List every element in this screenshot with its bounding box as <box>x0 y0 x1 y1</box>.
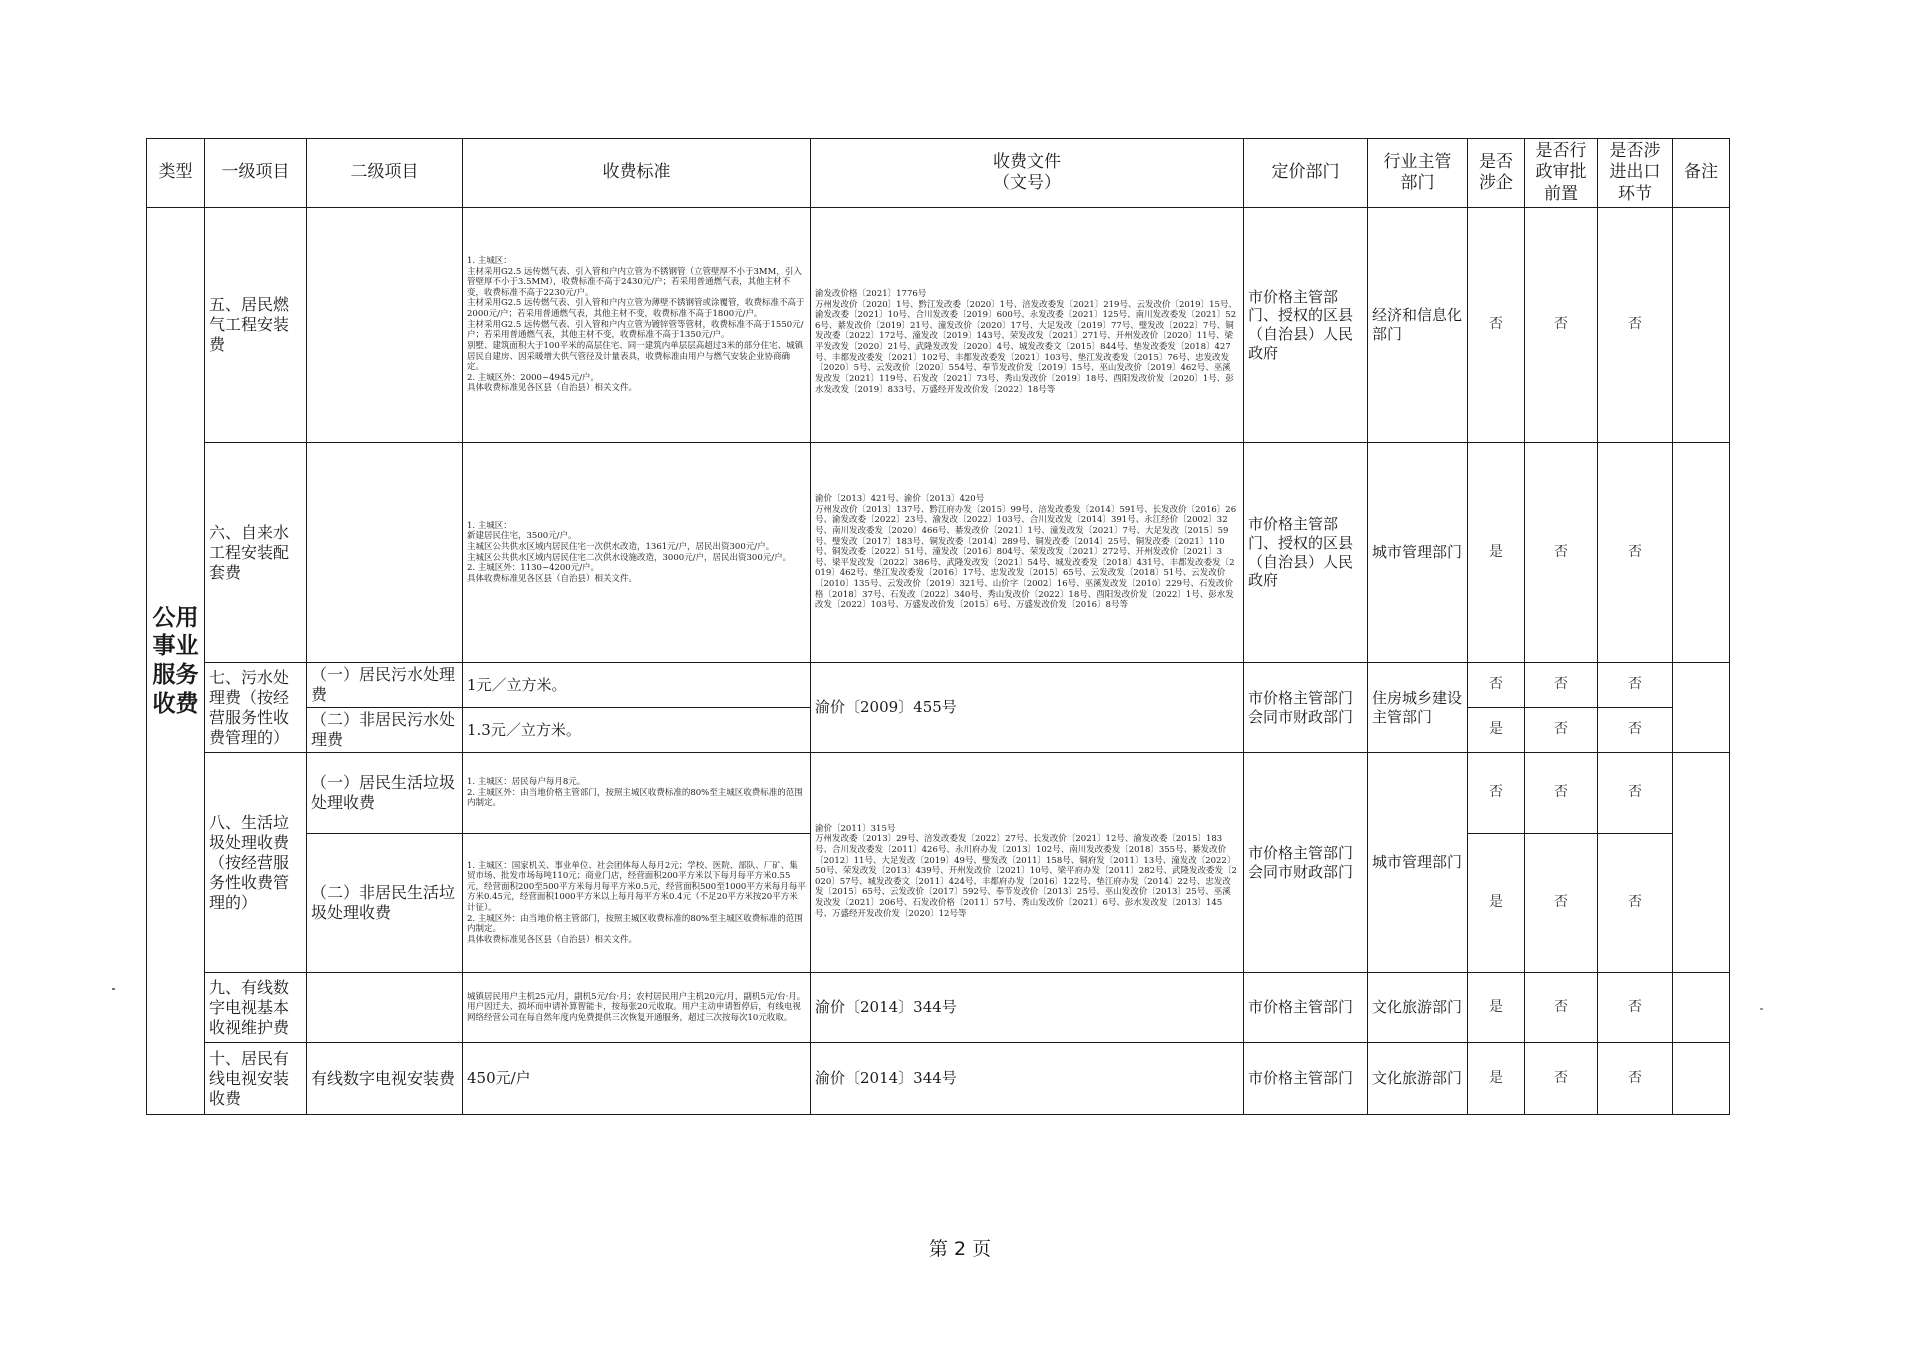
cable-fee-industry-dept: 文化旅游部门 <box>1368 973 1468 1043</box>
scan-speck <box>112 988 115 990</box>
garbage-sub2-admin-approval: 否 <box>1525 834 1598 973</box>
gas-admin-approval: 否 <box>1525 208 1598 443</box>
cable-install-pricing-dept: 市价格主管部门 <box>1244 1043 1368 1115</box>
garbage-sub2-import-export: 否 <box>1598 834 1673 973</box>
cable-install-admin-approval: 否 <box>1525 1043 1598 1115</box>
cable-install-industry-dept: 文化旅游部门 <box>1368 1043 1468 1115</box>
header-level2: 二级项目 <box>307 139 463 208</box>
header-enterprise: 是否 涉企 <box>1468 139 1525 208</box>
cable-install-level2: 有线数字电视安装费 <box>307 1043 463 1115</box>
cable-fee-level2 <box>307 973 463 1043</box>
sewage-sub1-import-export: 否 <box>1598 663 1673 708</box>
header-industry-dept: 行业主管 部门 <box>1368 139 1468 208</box>
water-industry-dept: 城市管理部门 <box>1368 443 1468 663</box>
cable-install-standard: 450元/户 <box>463 1043 811 1115</box>
garbage-sub1-admin-approval: 否 <box>1525 753 1598 834</box>
water-enterprise: 是 <box>1468 443 1525 663</box>
category-cell: 公用 事业 服务 收费 <box>147 208 205 1115</box>
garbage-sub1-level2: （一）居民生活垃圾处理收费 <box>307 753 463 834</box>
garbage-sub2-level2: （二）非居民生活垃圾处理收费 <box>307 834 463 973</box>
sewage-level1: 七、污水处理费（按经营服务性收费管理的） <box>205 663 307 753</box>
table-row-water <box>147 443 1730 663</box>
water-import-export: 否 <box>1598 443 1673 663</box>
table-row-cable-install <box>147 1043 1730 1115</box>
cable-install-enterprise: 是 <box>1468 1043 1525 1115</box>
gas-import-export: 否 <box>1598 208 1673 443</box>
garbage-doc: 渝价〔2011〕315号 万州发改委〔2013〕29号、涪发改委发〔2022〕27号、长发改价〔2021〕12号、渝发改委〔2015〕183号、合川发改委发〔2011〕426号、永川府办发〔2013〕102号、南川发改委发〔2018〕355号、綦发改价〔2012〕11号、大足发改〔2019〕49号、璧发改〔2011〕158号、铜府发〔2011〕13号、潼发改〔2022〕50号、荣发改发〔2013〕439号、开州发改价〔2021〕10号、梁平府办发〔2011〕282号、武隆发改委发〔2020〕57号、城发改委文〔2011〕424号、丰都府办发〔2016〕122号、垫江府办发〔2014〕22号、忠发改发〔2015〕65号、云发改价〔2017〕592号、奉节发改价〔2013〕25号、巫山发改价〔2013〕25号、巫溪发改发〔2021〕206号、石发改价格〔2011〕57号、秀山发改价〔2021〕6号、彭水发改发〔2013〕145号、万盛经开发改价发〔2020〕12号等 <box>811 753 1244 973</box>
table-row-garbage-1 <box>147 753 1730 834</box>
header-import-export: 是否涉 进出口 环节 <box>1598 139 1673 208</box>
water-level2 <box>307 443 463 663</box>
table-row-gas <box>147 208 1730 443</box>
header-remark: 备注 <box>1673 139 1730 208</box>
sewage-sub1-admin-approval: 否 <box>1525 663 1598 708</box>
cable-install-import-export: 否 <box>1598 1043 1673 1115</box>
garbage-industry-dept: 城市管理部门 <box>1368 753 1468 973</box>
sewage-sub1-standard: 1元／立方米。 <box>463 663 811 708</box>
water-standard: 1. 主城区： 新建居民住宅，3500元/户。 主城区公共供水区域内居民住宅一次供水改造，1361元/户，居民出资300元/户。 主城区公共供水区域内居民住宅二次供水设施改造，3000元/户，居民出资300元/户。 2. 主城区外：1130~4200元/户。 具体收费标准见各区县（自治县）相关文件。 <box>463 443 811 663</box>
gas-industry-dept: 经济和信息化部门 <box>1368 208 1468 443</box>
garbage-sub1-standard: 1. 主城区：居民每户每月8元。 2. 主城区外：由当地价格主管部门，按照主城区收费标准的80%至主城区收费标准的范围内制定。 <box>463 753 811 834</box>
water-admin-approval: 否 <box>1525 443 1598 663</box>
garbage-pricing-dept: 市价格主管部门会同市财政部门 <box>1244 753 1368 973</box>
header-doc: 收费文件 （文号） <box>811 139 1244 208</box>
sewage-sub2-level2: （二）非居民污水处理费 <box>307 708 463 753</box>
cable-fee-standard: 城镇居民用户主机25元/月，副机5元/台·月；农村居民用户主机20元/月，副机5元/台·月。用户因迁夫、损坏而申请补算智能卡，按每张20元收取。用户主动申请暂停后，有线电视网络经营公司在每自然年度内免费提供三次恢复开通服务，超过三次按每次10元收取。 <box>463 973 811 1043</box>
header-standard: 收费标准 <box>463 139 811 208</box>
gas-enterprise: 否 <box>1468 208 1525 443</box>
cable-fee-doc: 渝价〔2014〕344号 <box>811 973 1244 1043</box>
garbage-sub1-import-export: 否 <box>1598 753 1673 834</box>
gas-standard: 1. 主城区： 主材采用G2.5 远传燃气表、引入管和户内立管为不锈钢管（立管壁厚不小于3MM，引入管壁厚不小于3.5MM），收费标准不高于2430元/户；若采用普通燃气表，其他主材不变，收费标准不高于2230元/户。 主材采用G2.5 远传燃气表、引入管和户内立管为薄壁不锈钢管或涂覆管，收费标准不高于2000元/户；若采用普通燃气表，其他主材不变，收费标准不高于1800元/户。 主材采用G2.5 远传燃气表、引入管和户内立管为镀锌管等管材，收费标准不高于1550元/户；若采用普通燃气表，其他主材不变，收费标准不高于1350元/户。 别墅、建筑面积大于100平米的高层住宅、同一建筑内单层层高超过3米的部分住宅、城镇居民自建房、因采暖增大供气管径及计量表具，收费标准由用户与燃气安装企业协商确定。 2. 主城区外：2000~4945元/户。 具体收费标准见各区县（自治县）相关文件。 <box>463 208 811 443</box>
water-doc: 渝价〔2013〕421号、渝价〔2013〕420号 万州发改价〔2013〕137号、黔江府办发〔2015〕99号、涪发改委发〔2014〕591号、长发改价〔2016〕26号、渝发改委〔2022〕23号、渝发改〔2022〕103号、合川发改发〔2014〕391号、永江经价〔2002〕32号、南川发改委发〔2020〕466号、綦发改价〔2021〕1号、潼发改发〔2021〕7号、大足发改〔2015〕59号、璧发改〔2017〕183号、铜发改委〔2014〕289号、铜发改委〔2014〕25号、铜发改委〔2021〕110号、铜发改委〔2022〕51号、潼发改〔2016〕804号、荣发改发〔2021〕272号、开州发改价〔2021〕3号、梁平发改发〔2022〕386号、武隆发改发〔2021〕54号、城发改委发〔2018〕431号、丰都发改委发〔2019〕462号、垫江发改委发〔2016〕17号、忠发改发〔2015〕65号、云发改发〔2018〕51号、云发改价〔2010〕135号、云发改价〔2019〕321号、山价字〔2002〕16号、巫溪发改发〔2010〕229号、石发改价格〔2018〕37号、石发改〔2022〕340号、秀山发改价〔2022〕18号、酉阳发改价发〔2022〕1号、彭水发改发〔2022〕103号、万盛发改价发〔2015〕6号、万盛发改价发〔2016〕8号等 <box>811 443 1244 663</box>
sewage-sub1-level2: （一）居民污水处理费 <box>307 663 463 708</box>
sewage-doc: 渝价〔2009〕455号 <box>811 663 1244 753</box>
cable-fee-level1: 九、有线数字电视基本收视维护费 <box>205 973 307 1043</box>
sewage-sub2-standard: 1.3元／立方米。 <box>463 708 811 753</box>
water-pricing-dept: 市价格主管部门、授权的区县（自治县）人民政府 <box>1244 443 1368 663</box>
garbage-sub2-enterprise: 是 <box>1468 834 1525 973</box>
cable-install-remark <box>1673 1043 1730 1115</box>
header-admin-approval: 是否行 政审批 前置 <box>1525 139 1598 208</box>
scan-speck <box>1760 1008 1763 1010</box>
garbage-sub2-standard: 1. 主城区：国家机关、事业单位、社会团体每人每月2元；学校、医院、部队、厂矿、集贸市场、批发市场每吨110元；商业门店，经营面积200平方米以下每月每平方米0.55元，经营面积200至500平方米每月每平方米0.5元，经营面积500至1000平方米每月每平方米0.45元，经营面积1000平方米以上每月每平方米0.4元（不足20平方米按20平方米计征）。 2. 主城区外：由当地价格主管部门，按照主城区收费标准的80%至主城区收费标准的范围内制定。 具体收费标准见各区县（自治县）相关文件。 <box>463 834 811 973</box>
sewage-sub2-import-export: 否 <box>1598 708 1673 753</box>
gas-level1: 五、居民燃气工程安装费 <box>205 208 307 443</box>
sewage-sub2-enterprise: 是 <box>1468 708 1525 753</box>
gas-pricing-dept: 市价格主管部门、授权的区县（自治县）人民政府 <box>1244 208 1368 443</box>
garbage-level1: 八、生活垃圾处理收费（按经营服务性收费管理的） <box>205 753 307 973</box>
cable-fee-import-export: 否 <box>1598 973 1673 1043</box>
header-row <box>147 139 1730 208</box>
water-remark <box>1673 443 1730 663</box>
garbage-remark <box>1673 753 1730 973</box>
cable-fee-admin-approval: 否 <box>1525 973 1598 1043</box>
sewage-pricing-dept: 市价格主管部门会同市财政部门 <box>1244 663 1368 753</box>
sewage-sub1-enterprise: 否 <box>1468 663 1525 708</box>
cable-install-doc: 渝价〔2014〕344号 <box>811 1043 1244 1115</box>
cable-install-level1: 十、居民有线电视安装收费 <box>205 1043 307 1115</box>
gas-doc: 渝发改价格〔2021〕1776号 万州发改价〔2020〕1号、黔江发改委〔2020〕1号、涪发改委发〔2021〕219号、云发改价〔2019〕15号、渝发改委〔2021〕10号、合川发改委〔2019〕600号、永发改委〔2021〕125号、南川发改委发〔2021〕526号、綦发改价〔2019〕21号、潼发改价〔2020〕17号、大足发改〔2019〕77号、璧发改〔2022〕7号、铜发改委〔2022〕172号、潼发改〔2019〕143号、荣发改发〔2021〕271号、开州发改价〔2020〕11号、梁平发改发〔2020〕21号、武隆发改发〔2020〕4号、城发改委文〔2015〕844号、垫发改委发〔2018〕427号、丰都发改委发〔2021〕102号、丰都发改委发〔2021〕103号、垫江发改委发〔2015〕76号、忠发改发〔2020〕5号、云发改价〔2020〕554号、奉节发改价发〔2019〕15号、巫山发改价〔2019〕462号、巫溪发改发〔2021〕119号、石发改〔2021〕73号、秀山发改价〔2019〕18号、酉阳发改价发〔2020〕1号、彭水发改发〔2019〕833号、万盛经开发改价发〔2022〕18号等 <box>811 208 1244 443</box>
table-row-sewage-1 <box>147 663 1730 708</box>
sewage-sub2-admin-approval: 否 <box>1525 708 1598 753</box>
sewage-remark <box>1673 663 1730 753</box>
fee-table <box>146 138 1730 1115</box>
cable-fee-remark <box>1673 973 1730 1043</box>
header-type: 类型 <box>147 139 205 208</box>
page-number: 第 2 页 <box>928 1238 992 1260</box>
header-level1: 一级项目 <box>205 139 307 208</box>
header-pricing-dept: 定价部门 <box>1244 139 1368 208</box>
garbage-sub1-enterprise: 否 <box>1468 753 1525 834</box>
cable-fee-pricing-dept: 市价格主管部门 <box>1244 973 1368 1043</box>
gas-level2 <box>307 208 463 443</box>
sewage-industry-dept: 住房城乡建设主管部门 <box>1368 663 1468 753</box>
cable-fee-enterprise: 是 <box>1468 973 1525 1043</box>
gas-remark <box>1673 208 1730 443</box>
table-row-cable-fee <box>147 973 1730 1043</box>
water-level1: 六、自来水工程安装配套费 <box>205 443 307 663</box>
